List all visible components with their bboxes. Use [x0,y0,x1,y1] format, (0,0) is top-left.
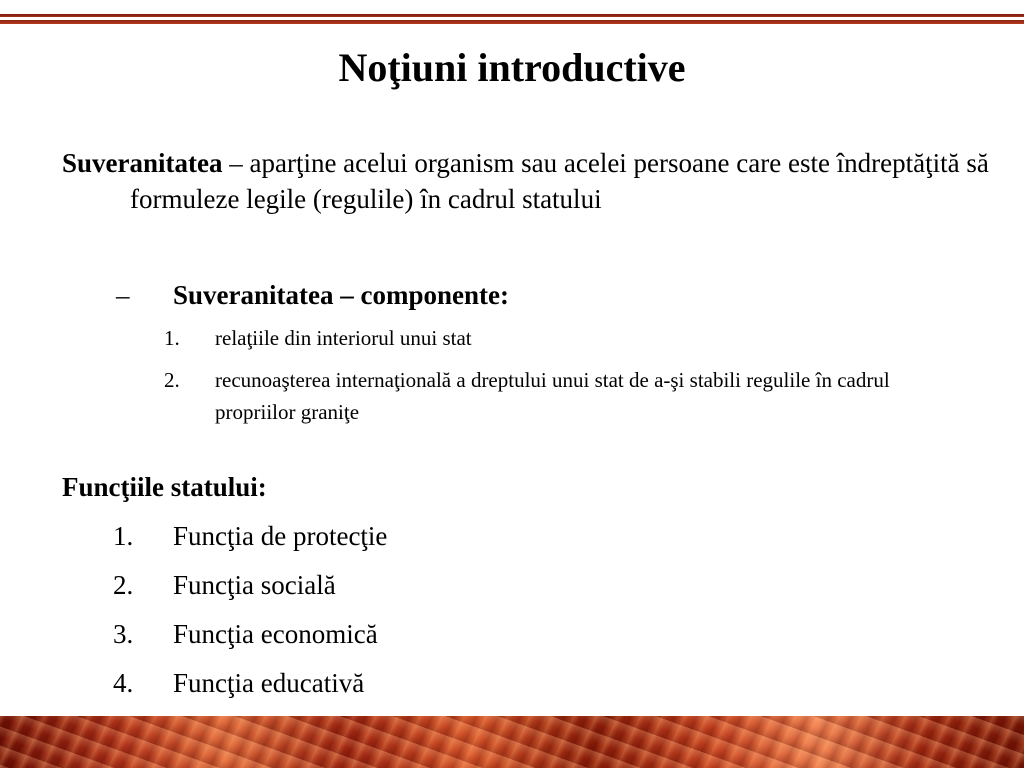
function-item-number: 3. [113,619,134,649]
bottom-decorative-border [0,716,1024,768]
component-item-text: recunoaşterea internaţională a dreptului unui stat de a-şi stabili regulile în cadrul propriilor graniţe [215,368,890,424]
definition-text: – aparţine acelui organism sau acelei persoane care este îndreptăţită să formuleze legile (regulile) în cadrul statului [130,148,989,214]
definition-term: Suveranitatea [62,148,223,178]
function-item-text: Funcţia socială [173,570,336,600]
dash-bullet: – [116,280,130,310]
component-item-number: 1. [164,326,180,350]
function-item-number: 1. [113,521,134,551]
function-item-text: Funcţia educativă [173,668,365,698]
slide-title: Noţiuni introductive [338,45,686,90]
functions-heading: Funcţiile statului: [62,472,267,502]
components-heading: Suveranitatea – componente: [173,280,509,310]
function-item-number: 4. [113,668,134,698]
function-item-text: Funcţia economică [173,619,378,649]
function-item-number: 2. [113,570,134,600]
definition-paragraph [62,145,1024,217]
component-item-number: 2. [164,368,180,392]
top-decorative-border [0,0,1024,30]
function-item-text: Funcţia de protecţie [173,521,388,551]
component-item-text: relaţiile din interiorul unui stat [215,326,472,350]
